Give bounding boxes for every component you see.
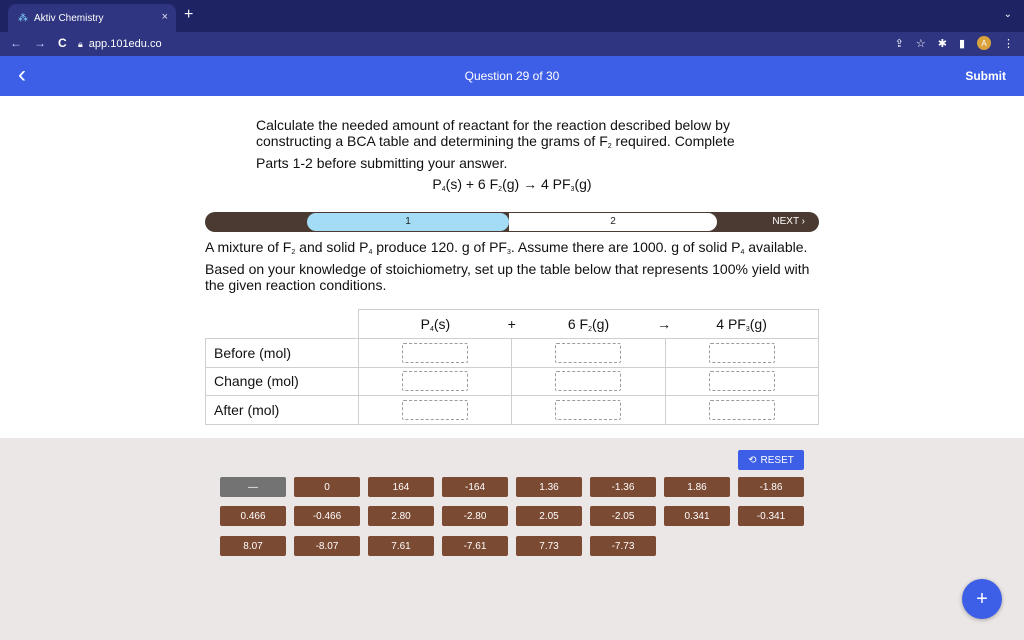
next-button[interactable]: NEXT › [772, 216, 805, 227]
app-header [0, 56, 1024, 96]
forward-arrow-icon[interactable]: → [34, 36, 46, 50]
answer-tile[interactable]: -2.05 [590, 506, 656, 526]
answer-tile[interactable]: -1.36 [590, 477, 656, 497]
back-chevron-icon[interactable]: ‹ [18, 61, 26, 88]
app-favicon-icon: ⁂ [18, 12, 28, 24]
table-header-row [206, 310, 819, 339]
answer-tile[interactable]: 1.36 [516, 477, 582, 497]
part-progress-bar [205, 212, 819, 232]
share-icon[interactable]: ⇪ [894, 37, 904, 50]
drop-box-change-f2[interactable] [555, 371, 621, 391]
table-row-after [206, 396, 819, 425]
plus-sign: + [507, 316, 516, 332]
answer-tile[interactable]: -1.86 [738, 477, 804, 497]
arrow-sign: → [657, 316, 672, 332]
header-p4: $P_4(s)$ + [359, 310, 512, 339]
profile-avatar[interactable]: A [977, 36, 991, 50]
new-tab-button[interactable]: + [184, 6, 194, 23]
answer-tile[interactable]: 164 [368, 477, 434, 497]
back-arrow-icon[interactable]: ← [10, 36, 22, 50]
answer-tile[interactable]: 2.80 [368, 506, 434, 526]
header-f2: 6 $F_2(g)$ → [512, 310, 665, 339]
drop-box-change-pf3[interactable] [709, 371, 775, 391]
browser-tab[interactable] [8, 4, 176, 32]
answer-tile[interactable]: -2.80 [442, 506, 508, 526]
sidepanel-icon[interactable]: ▮ [958, 37, 965, 50]
browser-tabbar [0, 0, 1024, 32]
answer-tile[interactable]: — [220, 477, 286, 497]
tab-close-icon[interactable]: × [161, 11, 168, 23]
answer-tile[interactable]: 0 [294, 477, 360, 497]
drop-box-change-p4[interactable] [402, 371, 468, 391]
answer-tile[interactable]: -7.61 [442, 536, 508, 556]
reaction-equation: $P_4(s) + 6$ $F_2(g) \to 4$ $PF_3(g)$ [432, 176, 592, 193]
answer-tile[interactable]: 0.466 [220, 506, 286, 526]
row-label-before: Before (mol) [206, 339, 359, 368]
question-prompt: Calculate the needed amount of reactant for the reaction described below by constructing a BCA table and determining the grams of $F_2$ required. Complete Parts 1-2 before submitting your answer. [256, 117, 735, 171]
answer-tile[interactable]: -0.341 [738, 506, 804, 526]
answer-tile[interactable]: 8.07 [220, 536, 286, 556]
toolbar-icons [895, 36, 1014, 50]
part-instruction: A mixture of $F_2$ and solid $P_4$ produce 120. g of $PF_3$. Assume there are 1000. g of solid $P_4$ available. Based on your knowledge of stoichiometry, set up the table below that represents 100% yield with the given reaction conditions. [205, 239, 810, 293]
answer-tile[interactable]: -164 [442, 477, 508, 497]
answer-tile[interactable]: -7.73 [590, 536, 656, 556]
drop-box-after-p4[interactable] [402, 400, 468, 420]
more-menu-icon[interactable]: ⋮ [1003, 37, 1014, 50]
answer-tile[interactable]: -8.07 [294, 536, 360, 556]
bca-table [205, 309, 819, 425]
drop-box-after-f2[interactable] [555, 400, 621, 420]
answer-tile[interactable]: 7.73 [516, 536, 582, 556]
drop-box-before-f2[interactable] [555, 343, 621, 363]
browser-toolbar [0, 32, 1024, 56]
submit-button[interactable]: Submit [965, 69, 1006, 83]
tab-title: Aktiv Chemistry [34, 12, 104, 24]
tab-search-chevron-icon[interactable]: ⌄ [1003, 9, 1012, 20]
part-2-tab[interactable]: 2 [509, 213, 717, 231]
header-blank-cell [206, 310, 359, 339]
address-bar[interactable] [78, 34, 938, 54]
url-text: app.101edu.co [88, 38, 162, 50]
bookmark-star-icon[interactable]: ☆ [915, 37, 926, 50]
part-1-tab[interactable]: 1 [307, 213, 509, 231]
drop-box-before-pf3[interactable] [709, 343, 775, 363]
answer-tile-area [0, 438, 1024, 640]
answer-tile[interactable]: 7.61 [368, 536, 434, 556]
header-pf3: 4 $PF_3(g)$ [665, 310, 818, 339]
table-row-before [206, 339, 819, 368]
row-label-after: After (mol) [206, 396, 359, 425]
reset-button[interactable]: ⟲ RESET [738, 450, 804, 470]
lock-icon: 🔒︎ [78, 38, 83, 49]
drop-box-before-p4[interactable] [402, 343, 468, 363]
extensions-puzzle-icon[interactable]: ✱ [937, 37, 947, 50]
drop-box-after-pf3[interactable] [709, 400, 775, 420]
plus-fab-button[interactable]: + [962, 579, 1002, 619]
table-row-change [206, 367, 819, 396]
answer-tile[interactable]: 1.86 [664, 477, 730, 497]
row-label-change: Change (mol) [206, 367, 359, 396]
answer-tile[interactable]: 2.05 [516, 506, 582, 526]
answer-tile[interactable]: -0.466 [294, 506, 360, 526]
answer-tile[interactable]: 0.341 [664, 506, 730, 526]
reload-icon[interactable]: C [58, 36, 67, 50]
reset-icon: ⟲ [748, 454, 757, 466]
question-counter: Question 29 of 30 [464, 69, 560, 83]
